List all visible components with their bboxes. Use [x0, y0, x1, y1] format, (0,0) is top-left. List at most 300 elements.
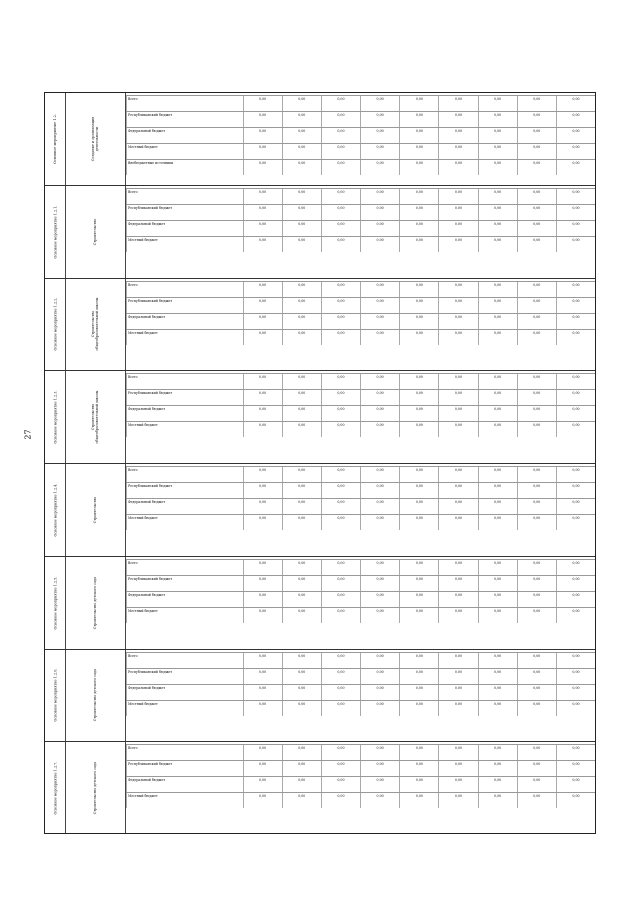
- value-cell: 0,00: [478, 669, 517, 684]
- value-cell: 0,00: [438, 560, 477, 575]
- value-cell: 0,00: [478, 576, 517, 591]
- value-cell: 0,00: [282, 374, 321, 389]
- value-cell: 0,00: [360, 128, 399, 143]
- value-cell: 0,00: [399, 793, 438, 808]
- value-cell: 0,00: [243, 160, 282, 175]
- value-cell: 0,00: [243, 237, 282, 252]
- value-cell: 0,00: [478, 237, 517, 252]
- value-cell: 0,00: [321, 467, 360, 482]
- value-cell: 0,00: [438, 701, 477, 716]
- table-row: [126, 405, 595, 421]
- section-title: [65, 650, 124, 742]
- section-name-text: Основное мероприятие 1.2.6.: [53, 668, 58, 722]
- value-cell: 0,00: [399, 467, 438, 482]
- value-cell: 0,00: [399, 777, 438, 792]
- value-cell: 0,00: [556, 793, 595, 808]
- section-name: [47, 93, 63, 185]
- value-cell: 0,00: [243, 669, 282, 684]
- value-cell: 0,00: [556, 515, 595, 530]
- row-label: Всего: [126, 560, 243, 575]
- value-cell: 0,00: [438, 745, 477, 760]
- value-cell: 0,00: [399, 560, 438, 575]
- value-cell: 0,00: [282, 793, 321, 808]
- value-cell: 0,00: [243, 777, 282, 792]
- section-name-text: Основное мероприятие 1.2.4.: [53, 483, 58, 537]
- value-cell: 0,00: [399, 221, 438, 236]
- value-cell: 0,00: [243, 592, 282, 607]
- value-cell: 0,00: [321, 298, 360, 313]
- table-row: [126, 744, 595, 760]
- value-cell: 0,00: [399, 422, 438, 437]
- row-label: Местный бюджет: [126, 793, 243, 808]
- value-cell: 0,00: [360, 745, 399, 760]
- value-cell: 0,00: [282, 314, 321, 329]
- value-cell: 0,00: [321, 406, 360, 421]
- value-cell: 0,00: [556, 745, 595, 760]
- row-label: Республиканский бюджет: [126, 112, 243, 127]
- section-title-text: Строительство: [93, 496, 97, 524]
- value-cell: 0,00: [399, 205, 438, 220]
- value-cell: 0,00: [556, 237, 595, 252]
- value-cell: 0,00: [321, 189, 360, 204]
- value-cell: 0,00: [517, 298, 556, 313]
- value-cell: 0,00: [438, 483, 477, 498]
- table-section: [45, 279, 595, 372]
- row-label: Республиканский бюджет: [126, 669, 243, 684]
- value-cell: 0,00: [360, 314, 399, 329]
- table-section: [45, 557, 595, 650]
- value-cell: 0,00: [243, 701, 282, 716]
- value-cell: 0,00: [438, 669, 477, 684]
- value-cell: 0,00: [556, 205, 595, 220]
- table-row: [126, 204, 595, 220]
- value-cell: 0,00: [517, 189, 556, 204]
- section-title-text: Строительство общеобразовательной школы: [91, 297, 99, 351]
- table-section: [45, 464, 595, 557]
- value-cell: 0,00: [438, 205, 477, 220]
- value-cell: 0,00: [243, 608, 282, 623]
- value-cell: 0,00: [556, 144, 595, 159]
- value-cell: 0,00: [556, 467, 595, 482]
- value-cell: 0,00: [438, 515, 477, 530]
- value-cell: 0,00: [282, 406, 321, 421]
- value-cell: 0,00: [399, 761, 438, 776]
- value-cell: 0,00: [360, 560, 399, 575]
- value-cell: 0,00: [517, 592, 556, 607]
- section-name-text: Основное мероприятие 1.2.2.: [53, 297, 58, 351]
- table-row: [126, 188, 595, 204]
- value-cell: 0,00: [556, 777, 595, 792]
- value-cell: 0,00: [517, 374, 556, 389]
- row-label: Федеральный бюджет: [126, 221, 243, 236]
- value-cell: 0,00: [399, 685, 438, 700]
- section-title: [65, 186, 124, 278]
- table-row: [126, 466, 595, 482]
- section-rows: [125, 557, 595, 649]
- table-row: [126, 514, 595, 530]
- value-cell: 0,00: [282, 390, 321, 405]
- value-cell: 0,00: [478, 701, 517, 716]
- value-cell: 0,00: [556, 282, 595, 297]
- value-cell: 0,00: [556, 761, 595, 776]
- value-cell: 0,00: [360, 374, 399, 389]
- value-cell: 0,00: [517, 515, 556, 530]
- value-cell: 0,00: [243, 467, 282, 482]
- value-cell: 0,00: [478, 160, 517, 175]
- value-cell: 0,00: [478, 777, 517, 792]
- value-cell: 0,00: [556, 96, 595, 111]
- value-cell: 0,00: [321, 761, 360, 776]
- section-title: [65, 93, 124, 185]
- section-rows: [125, 650, 595, 742]
- value-cell: 0,00: [556, 112, 595, 127]
- value-cell: 0,00: [517, 560, 556, 575]
- row-label: Местный бюджет: [126, 144, 243, 159]
- value-cell: 0,00: [360, 515, 399, 530]
- value-cell: 0,00: [282, 560, 321, 575]
- value-cell: 0,00: [478, 298, 517, 313]
- table-row: [126, 792, 595, 808]
- value-cell: 0,00: [282, 282, 321, 297]
- row-label: Местный бюджет: [126, 422, 243, 437]
- row-label: Республиканский бюджет: [126, 205, 243, 220]
- value-cell: 0,00: [282, 669, 321, 684]
- value-cell: 0,00: [478, 467, 517, 482]
- table-section: [45, 650, 595, 743]
- section-name-text: Основное мероприятие 1.2.7.: [53, 761, 58, 815]
- section-title: [65, 371, 124, 463]
- value-cell: 0,00: [556, 298, 595, 313]
- value-cell: 0,00: [399, 406, 438, 421]
- table-section: [45, 742, 595, 834]
- value-cell: 0,00: [478, 374, 517, 389]
- value-cell: 0,00: [438, 160, 477, 175]
- value-cell: 0,00: [517, 390, 556, 405]
- value-cell: 0,00: [360, 406, 399, 421]
- value-cell: 0,00: [321, 144, 360, 159]
- value-cell: 0,00: [517, 483, 556, 498]
- section-title-text: Строительство детского сада: [93, 669, 97, 722]
- value-cell: 0,00: [321, 205, 360, 220]
- value-cell: 0,00: [282, 160, 321, 175]
- row-label: Местный бюджет: [126, 237, 243, 252]
- value-cell: 0,00: [360, 221, 399, 236]
- value-cell: 0,00: [517, 608, 556, 623]
- value-cell: 0,00: [438, 592, 477, 607]
- table-row: [126, 373, 595, 389]
- value-cell: 0,00: [556, 483, 595, 498]
- row-label: Местный бюджет: [126, 330, 243, 345]
- section-rows: [125, 186, 595, 278]
- section-title-text: Строительство детского сада: [93, 576, 97, 629]
- section-name: [47, 464, 63, 556]
- row-label: Всего: [126, 653, 243, 668]
- value-cell: 0,00: [517, 221, 556, 236]
- value-cell: 0,00: [517, 128, 556, 143]
- value-cell: 0,00: [438, 96, 477, 111]
- value-cell: 0,00: [360, 499, 399, 514]
- value-cell: 0,00: [438, 467, 477, 482]
- value-cell: 0,00: [517, 144, 556, 159]
- table-row: [126, 297, 595, 313]
- section-name: [47, 279, 63, 371]
- table-row: [126, 575, 595, 591]
- value-cell: 0,00: [243, 685, 282, 700]
- value-cell: 0,00: [478, 499, 517, 514]
- value-cell: 0,00: [399, 189, 438, 204]
- value-cell: 0,00: [282, 515, 321, 530]
- value-cell: 0,00: [243, 761, 282, 776]
- value-cell: 0,00: [478, 128, 517, 143]
- section-name: [47, 742, 63, 834]
- value-cell: 0,00: [517, 653, 556, 668]
- value-cell: 0,00: [282, 499, 321, 514]
- section-name-text: Основное мероприятие 1.2.5.: [53, 576, 58, 630]
- value-cell: 0,00: [282, 205, 321, 220]
- value-cell: 0,00: [478, 560, 517, 575]
- row-label: Внебюджетные источники: [126, 160, 243, 175]
- value-cell: 0,00: [399, 314, 438, 329]
- row-label: Всего: [126, 96, 243, 111]
- value-cell: 0,00: [478, 483, 517, 498]
- value-cell: 0,00: [243, 298, 282, 313]
- value-cell: 0,00: [478, 205, 517, 220]
- value-cell: 0,00: [478, 330, 517, 345]
- value-cell: 0,00: [556, 608, 595, 623]
- value-cell: 0,00: [399, 483, 438, 498]
- value-cell: 0,00: [556, 422, 595, 437]
- value-cell: 0,00: [399, 390, 438, 405]
- value-cell: 0,00: [360, 298, 399, 313]
- value-cell: 0,00: [478, 793, 517, 808]
- value-cell: 0,00: [243, 282, 282, 297]
- value-cell: 0,00: [478, 685, 517, 700]
- value-cell: 0,00: [556, 160, 595, 175]
- value-cell: 0,00: [282, 576, 321, 591]
- section-name-text: Основное мероприятие 1.2.: [53, 114, 57, 164]
- value-cell: 0,00: [243, 189, 282, 204]
- value-cell: 0,00: [478, 515, 517, 530]
- value-cell: 0,00: [282, 237, 321, 252]
- value-cell: 0,00: [399, 160, 438, 175]
- row-label: Федеральный бюджет: [126, 314, 243, 329]
- value-cell: 0,00: [478, 314, 517, 329]
- value-cell: 0,00: [399, 701, 438, 716]
- table-row: [126, 498, 595, 514]
- value-cell: 0,00: [517, 422, 556, 437]
- value-cell: 0,00: [556, 685, 595, 700]
- budget-table: [44, 92, 596, 834]
- value-cell: 0,00: [360, 608, 399, 623]
- value-cell: 0,00: [438, 374, 477, 389]
- section-rows: [125, 742, 595, 834]
- table-row: [126, 111, 595, 127]
- value-cell: 0,00: [478, 282, 517, 297]
- value-cell: 0,00: [438, 777, 477, 792]
- section-name: [47, 371, 63, 463]
- value-cell: 0,00: [321, 560, 360, 575]
- section-title-text: Создание и организация деятельности: [91, 116, 99, 162]
- value-cell: 0,00: [360, 761, 399, 776]
- row-label: Всего: [126, 745, 243, 760]
- value-cell: 0,00: [438, 608, 477, 623]
- value-cell: 0,00: [321, 701, 360, 716]
- value-cell: 0,00: [243, 205, 282, 220]
- table-row: [126, 684, 595, 700]
- table-row: [126, 652, 595, 668]
- table-row: [126, 329, 595, 345]
- value-cell: 0,00: [282, 592, 321, 607]
- value-cell: 0,00: [478, 96, 517, 111]
- value-cell: 0,00: [478, 406, 517, 421]
- value-cell: 0,00: [282, 112, 321, 127]
- section-title: [65, 557, 124, 649]
- section-name: [47, 650, 63, 742]
- value-cell: 0,00: [517, 499, 556, 514]
- value-cell: 0,00: [517, 467, 556, 482]
- value-cell: 0,00: [399, 298, 438, 313]
- value-cell: 0,00: [438, 576, 477, 591]
- table-row: [126, 482, 595, 498]
- value-cell: 0,00: [282, 685, 321, 700]
- value-cell: 0,00: [321, 282, 360, 297]
- value-cell: 0,00: [438, 406, 477, 421]
- section-name: [47, 557, 63, 649]
- row-label: Местный бюджет: [126, 608, 243, 623]
- value-cell: 0,00: [399, 282, 438, 297]
- value-cell: 0,00: [360, 576, 399, 591]
- value-cell: 0,00: [282, 221, 321, 236]
- value-cell: 0,00: [243, 560, 282, 575]
- value-cell: 0,00: [360, 144, 399, 159]
- table-row: [126, 159, 595, 175]
- value-cell: 0,00: [517, 205, 556, 220]
- value-cell: 0,00: [282, 777, 321, 792]
- value-cell: 0,00: [478, 390, 517, 405]
- value-cell: 0,00: [517, 237, 556, 252]
- section-title-text: Строительство детского сада: [93, 761, 97, 815]
- value-cell: 0,00: [360, 701, 399, 716]
- value-cell: 0,00: [282, 467, 321, 482]
- value-cell: 0,00: [321, 237, 360, 252]
- value-cell: 0,00: [360, 112, 399, 127]
- value-cell: 0,00: [321, 96, 360, 111]
- section-name: [47, 186, 63, 278]
- value-cell: 0,00: [517, 685, 556, 700]
- value-cell: 0,00: [321, 128, 360, 143]
- value-cell: 0,00: [399, 128, 438, 143]
- value-cell: 0,00: [438, 422, 477, 437]
- value-cell: 0,00: [556, 314, 595, 329]
- value-cell: 0,00: [321, 653, 360, 668]
- value-cell: 0,00: [438, 189, 477, 204]
- section-title: [65, 742, 124, 834]
- value-cell: 0,00: [399, 374, 438, 389]
- value-cell: 0,00: [321, 483, 360, 498]
- section-rows: [125, 371, 595, 463]
- value-cell: 0,00: [282, 483, 321, 498]
- value-cell: 0,00: [478, 653, 517, 668]
- value-cell: 0,00: [438, 793, 477, 808]
- table-row: [126, 668, 595, 684]
- value-cell: 0,00: [556, 189, 595, 204]
- value-cell: 0,00: [517, 576, 556, 591]
- row-label: Федеральный бюджет: [126, 777, 243, 792]
- table-row: [126, 607, 595, 623]
- table-row: [126, 143, 595, 159]
- value-cell: 0,00: [360, 669, 399, 684]
- value-cell: 0,00: [243, 653, 282, 668]
- value-cell: 0,00: [360, 592, 399, 607]
- value-cell: 0,00: [399, 499, 438, 514]
- table-row: [126, 559, 595, 575]
- value-cell: 0,00: [321, 669, 360, 684]
- row-label: Всего: [126, 282, 243, 297]
- value-cell: 0,00: [438, 314, 477, 329]
- value-cell: 0,00: [478, 189, 517, 204]
- value-cell: 0,00: [360, 483, 399, 498]
- table-row: [126, 220, 595, 236]
- value-cell: 0,00: [517, 96, 556, 111]
- table-row: [126, 591, 595, 607]
- value-cell: 0,00: [321, 160, 360, 175]
- value-cell: 0,00: [282, 701, 321, 716]
- value-cell: 0,00: [360, 96, 399, 111]
- value-cell: 0,00: [321, 576, 360, 591]
- row-label: Федеральный бюджет: [126, 128, 243, 143]
- value-cell: 0,00: [478, 221, 517, 236]
- section-title: [65, 279, 124, 371]
- value-cell: 0,00: [438, 761, 477, 776]
- table-row: [126, 127, 595, 143]
- value-cell: 0,00: [556, 390, 595, 405]
- value-cell: 0,00: [438, 128, 477, 143]
- row-label: Всего: [126, 467, 243, 482]
- section-name-text: Основное мероприятие 1.2.1.: [53, 205, 58, 259]
- value-cell: 0,00: [243, 128, 282, 143]
- value-cell: 0,00: [438, 237, 477, 252]
- row-label: Всего: [126, 374, 243, 389]
- value-cell: 0,00: [321, 592, 360, 607]
- row-label: Федеральный бюджет: [126, 499, 243, 514]
- table-row: [126, 760, 595, 776]
- value-cell: 0,00: [321, 777, 360, 792]
- value-cell: 0,00: [556, 374, 595, 389]
- value-cell: 0,00: [399, 653, 438, 668]
- table-section: [45, 186, 595, 279]
- value-cell: 0,00: [360, 237, 399, 252]
- value-cell: 0,00: [399, 96, 438, 111]
- value-cell: 0,00: [243, 374, 282, 389]
- value-cell: 0,00: [556, 701, 595, 716]
- table-row: [126, 421, 595, 437]
- value-cell: 0,00: [438, 298, 477, 313]
- value-cell: 0,00: [399, 330, 438, 345]
- row-label: Республиканский бюджет: [126, 761, 243, 776]
- table-section: [45, 93, 595, 186]
- value-cell: 0,00: [478, 761, 517, 776]
- value-cell: 0,00: [360, 422, 399, 437]
- value-cell: 0,00: [321, 422, 360, 437]
- value-cell: 0,00: [517, 406, 556, 421]
- value-cell: 0,00: [438, 112, 477, 127]
- value-cell: 0,00: [517, 761, 556, 776]
- value-cell: 0,00: [360, 685, 399, 700]
- value-cell: 0,00: [243, 406, 282, 421]
- value-cell: 0,00: [282, 128, 321, 143]
- value-cell: 0,00: [399, 237, 438, 252]
- section-title: [65, 464, 124, 556]
